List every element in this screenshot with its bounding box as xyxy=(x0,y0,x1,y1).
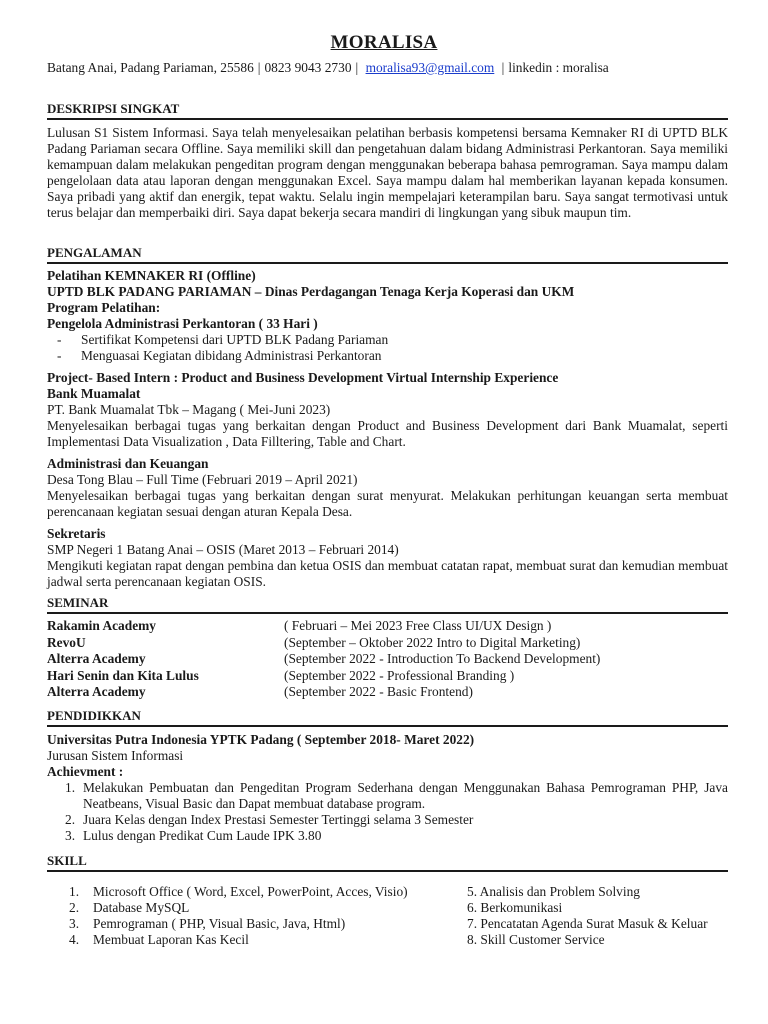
sekretaris-description: Mengikuti kegiatan rapat dengan pembina dan ketua OSIS dan membuat catatan rapat, membuat surat dan kemudian membuat jadwal serta perencanaan kegiatan OSIS. xyxy=(47,558,728,589)
seminar-row xyxy=(47,651,728,668)
section-pengalaman xyxy=(47,245,728,590)
sekretaris-title: Sekretaris xyxy=(47,526,106,541)
seminar-row xyxy=(47,618,728,635)
list-item: 3. Lulus dengan Predikat Cum Laude IPK 3.80 xyxy=(65,828,322,843)
skill-item: 7. Pencatatan Agenda Surat Masuk & Keluar xyxy=(467,916,708,931)
school-name: Universitas Putra Indonesia YPTK Padang ( September 2018- Maret 2022) xyxy=(47,732,475,747)
skill-grid xyxy=(47,884,728,948)
seminar-org: RevoU xyxy=(47,634,86,650)
separator: | xyxy=(257,60,261,75)
separator: | xyxy=(355,60,359,75)
seminar-detail: (September 2022 - Basic Frontend) xyxy=(284,684,473,699)
list-item: - Sertifikat Kompetensi dari UPTD BLK Padang Pariaman xyxy=(47,332,728,348)
achievement-label: Achievment : xyxy=(47,764,124,779)
training-title: Pelatihan KEMNAKER RI (Offline) xyxy=(47,268,256,283)
section-title: DESKRIPSI SINGKAT xyxy=(47,101,728,120)
section-seminar xyxy=(47,595,728,701)
linkedin: linkedin : moralisa xyxy=(508,60,609,75)
admin-title: Administrasi dan Keuangan xyxy=(47,456,209,471)
seminar-detail: ( Februari – Mei 2023 Free Class UI/UX Design ) xyxy=(284,618,552,633)
experience-admin xyxy=(47,456,728,520)
skill-item: 5. Analisis dan Problem Solving xyxy=(467,884,640,899)
seminar-org: Hari Senin dan Kita Lulus xyxy=(47,667,199,683)
skill-list-left xyxy=(47,884,467,948)
phone: 0823 9043 2730 xyxy=(264,60,352,75)
skill-item: 1. Microsoft Office ( Word, Excel, PowerPoint, Acces, Visio) xyxy=(69,884,408,899)
seminar-org: Rakamin Academy xyxy=(47,618,156,633)
summary-text: Lulusan S1 Sistem Informasi. Saya telah menyelesaikan pelatihan berbasis kompetensi bersama Kemnaker RI di UPTD BLK Padang Pariaman secara Offline. Saya memiliki skill dan pengetahuan dalam bidang Administrasi Perkantoran. Saya memiliki kemampuan dalam melakukan pengeditan program dengan menggunakan beberapa bahasa pemrograman. Saya mampu dalam pengelolaan data atau laporan dengan menggunakan Excel. Saya mampu dalam hal memberikan layanan kepada konsumen. Saya pribadi yang aktif dan energik, tepat waktu. Selalu ingin mempelajari keterampilan baru. Saya sangat termotivasi untuk terus belajar dan memperbaiki diri. Saya dapat bekerja secara mandiri di lingkungan yang sibuk maupun tim. xyxy=(47,125,728,220)
training-program-label: Program Pelatihan: xyxy=(47,300,161,315)
list-item: 2. Juara Kelas dengan Index Prestasi Semester Tertinggi selama 3 Semester xyxy=(65,812,474,827)
project-description: Menyelesaikan berbagai tugas yang berkaitan dengan Product and Business Development dari Bank Muamalat, seperti Implementasi Data Visualization , Data Filltering, Table and Chart. xyxy=(47,418,728,449)
experience-sekretaris xyxy=(47,526,728,590)
seminar-row xyxy=(47,684,728,701)
project-title: Project- Based Intern : Product and Business Development Virtual Internship Experience xyxy=(47,370,559,385)
list-item: 1. Melakukan Pembuatan dan Pengeditan Program Sederhana dengan Menggunakan Bahasa Pemrograman PHP, Java Neatbeans, Visual Basic dan Dapat membuat database program. xyxy=(65,780,728,811)
section-title: PENDIDIKKAN xyxy=(47,708,728,727)
section-skill xyxy=(47,853,728,948)
skill-item: 3. Pemrograman ( PHP, Visual Basic, Java, Html) xyxy=(69,916,346,931)
seminar-org: Alterra Academy xyxy=(47,651,146,666)
project-detail: PT. Bank Muamalat Tbk – Magang ( Mei-Juni 2023) xyxy=(47,402,331,417)
skill-item: 2. Database MySQL xyxy=(69,900,190,915)
training-list xyxy=(47,332,728,364)
skill-item: 6. Berkomunikasi xyxy=(467,900,563,915)
email-link[interactable]: moralisa93@gmail.com xyxy=(365,60,495,75)
section-deskripsi xyxy=(47,101,728,221)
seminar-row xyxy=(47,668,728,685)
training-program: Pengelola Administrasi Perkantoran ( 33 Hari ) xyxy=(47,316,318,331)
contact-line xyxy=(47,60,609,76)
skill-item: 4. Membuat Laporan Kas Kecil xyxy=(69,932,249,947)
admin-description: Menyelesaikan berbagai tugas yang berkaitan dengan surat menyurat. Melakukan perhitungan keuangan serta membuat perencanaan kegiatan sesuai dengan aturan Kepala Desa. xyxy=(47,488,728,519)
experience-training xyxy=(47,268,728,364)
seminar-detail: (September 2022 - Professional Branding ) xyxy=(284,667,515,683)
seminar-detail: (September 2022 - Introduction To Backend Development) xyxy=(284,651,601,666)
section-title: PENGALAMAN xyxy=(47,245,728,264)
training-institution: UPTD BLK PADANG PARIAMAN – Dinas Perdagangan Tenaga Kerja Koperasi dan UKM xyxy=(47,284,575,299)
address: Batang Anai, Padang Pariaman, 25586 xyxy=(47,60,254,75)
skill-list-right xyxy=(467,884,728,948)
separator: | xyxy=(501,60,505,75)
seminar-detail: (September – Oktober 2022 Intro to Digital Marketing) xyxy=(284,634,581,650)
seminar-row xyxy=(47,635,728,652)
list-item: - Menguasai Kegiatan dibidang Administrasi Perkantoran xyxy=(47,348,728,364)
seminar-list xyxy=(47,618,728,701)
candidate-name: MORALISA xyxy=(330,32,438,53)
skill-item: 8. Skill Customer Service xyxy=(467,932,605,947)
achievement-list xyxy=(47,780,728,844)
major: Jurusan Sistem Informasi xyxy=(47,748,184,763)
section-title: SEMINAR xyxy=(47,595,728,614)
admin-detail: Desa Tong Blau – Full Time (Februari 2019 – April 2021) xyxy=(47,472,358,487)
project-company: Bank Muamalat xyxy=(47,386,141,401)
seminar-org: Alterra Academy xyxy=(47,684,146,699)
section-title: SKILL xyxy=(47,853,728,872)
experience-project xyxy=(47,370,728,450)
sekretaris-detail: SMP Negeri 1 Batang Anai – OSIS (Maret 2013 – Februari 2014) xyxy=(47,542,399,557)
section-pendidikan xyxy=(47,708,728,844)
